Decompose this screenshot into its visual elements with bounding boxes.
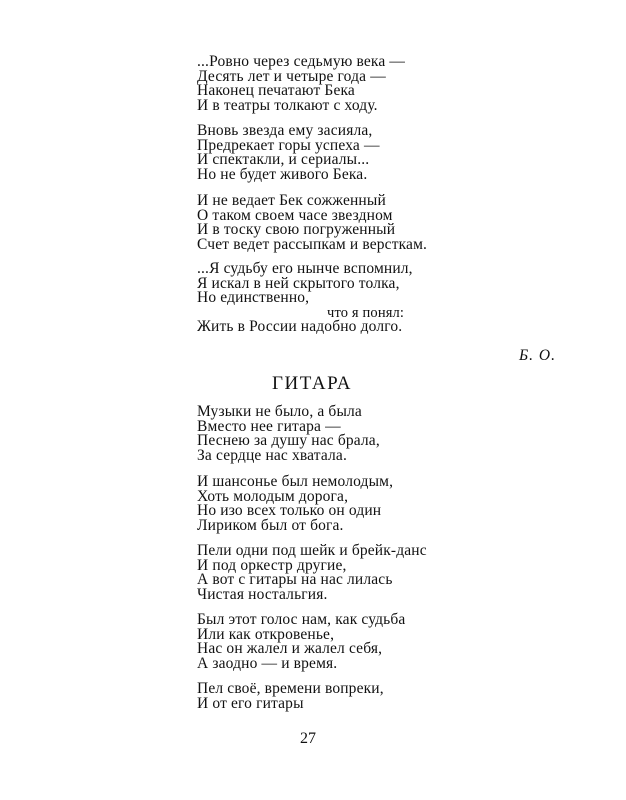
verse-line: Но единственно, <box>197 289 310 307</box>
page-number: 27 <box>300 730 316 747</box>
verse-line: Я искал в ней скрытого толка, <box>197 274 400 292</box>
verse-line: Предрекает горы успеха — <box>197 136 380 154</box>
verse-line: И от его гитары <box>197 694 304 712</box>
poem1-stanza-3 <box>197 194 427 252</box>
verse-line: Десять лет и четыре года — <box>197 67 386 85</box>
verse-line: И в театры толкают с ходу. <box>197 96 378 114</box>
verse-line: Пел своё, времени вопреки, <box>197 680 384 697</box>
verse-line: Вместо нее гитара — <box>197 417 341 435</box>
verse-line: Нас он жалел и жалел себя, <box>197 640 383 658</box>
poem1-stanza-4 <box>197 262 413 335</box>
verse-line: ...Я судьбу его нынче вспомнил, <box>197 260 413 277</box>
verse-line: Вновь звезда ему засияла, <box>197 122 373 139</box>
poem2-stanza-2 <box>197 475 393 533</box>
verse-line: Лириком был от бога. <box>197 516 344 534</box>
poem-title: ГИТАРА <box>272 373 352 394</box>
verse-line: И под оркестр другие, <box>197 556 347 574</box>
verse-line: Но не будет живого Бека. <box>197 165 368 183</box>
poem2-stanza-5 <box>197 682 384 711</box>
verse-line: И в тоску свою погруженный <box>197 221 396 239</box>
verse-line: А заодно — и время. <box>197 654 338 672</box>
verse-line: Или как откровенье, <box>197 625 335 643</box>
verse-line: Песнею за душу нас брала, <box>197 432 380 450</box>
verse-line-indented: что я понял: <box>327 304 405 321</box>
verse-line: За сердце нас хватала. <box>197 446 347 464</box>
poem2-stanza-1 <box>197 405 380 463</box>
verse-line: И шансонье был немолодым, <box>197 473 394 490</box>
verse-line: О таком своем часе звездном <box>197 206 393 224</box>
verse-line: Счет ведет рассыпкам и версткам. <box>197 235 428 253</box>
author-signature: Б. О. <box>519 347 556 364</box>
poem1-stanza-2 <box>197 124 380 182</box>
verse-line: Чистая ностальгия. <box>197 585 328 603</box>
verse-line: Наконец печатают Бека <box>197 82 355 100</box>
poem2-stanza-3 <box>197 544 427 602</box>
poem1-stanza-1 <box>197 55 405 113</box>
verse-line: И спектакли, и сериалы... <box>197 151 370 169</box>
verse-line: Пели одни под шейк и брейк-данс <box>197 542 427 559</box>
poem2-stanza-4 <box>197 613 405 671</box>
verse-line: Был этот голос нам, как судьба <box>197 611 406 628</box>
verse-line: Но изо всех только он один <box>197 502 382 520</box>
verse-line: Музыки не было, а была <box>197 403 362 420</box>
verse-line: Хоть молодым дорога, <box>197 487 349 505</box>
verse-line: И не ведает Бек сожженный <box>197 192 386 209</box>
verse-line: А вот с гитары на нас лилась <box>197 571 393 589</box>
verse-line: ...Ровно через седьмую века — <box>197 53 406 70</box>
verse-line: Жить в России надобно долго. <box>197 318 403 336</box>
